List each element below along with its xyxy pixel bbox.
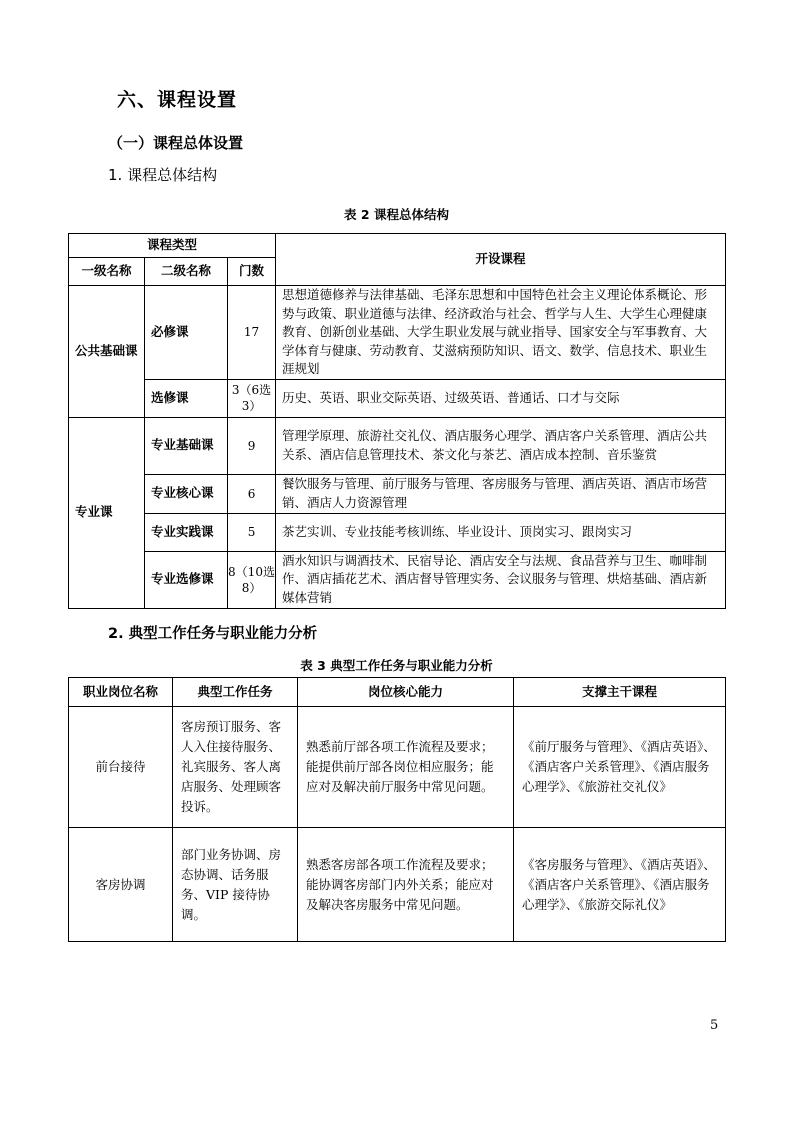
level2-cell: 必修课 [145, 286, 228, 380]
tasks-cell: 客房预订服务、客人入住接待服务、礼宾服务、客人离店服务、处理顾客投诉。 [173, 707, 298, 828]
count-cell: 6 [228, 474, 276, 513]
level1-cell: 专业课 [69, 417, 145, 608]
courses-cell: 茶艺实训、专业技能考核训练、毕业设计、顶岗实习、跟岗实习 [276, 513, 726, 551]
count-cell: 17 [228, 286, 276, 380]
task-analysis-table [68, 677, 726, 942]
courses-cell: 历史、英语、职业交际英语、过级英语、普通话、口才与交际 [276, 379, 726, 417]
table-row [69, 417, 726, 474]
level1-cell: 公共基础课 [69, 286, 145, 418]
level2-cell: 专业核心课 [145, 474, 228, 513]
table-row [69, 513, 726, 551]
level2-cell: 专业选修课 [145, 551, 228, 608]
header-abilities: 岗位核心能力 [298, 678, 514, 707]
courses-cell: 餐饮服务与管理、前厅服务与管理、客房服务与管理、酒店英语、酒店市场营销、酒店人力资源管理 [276, 474, 726, 513]
count-cell: 5 [228, 513, 276, 551]
count-cell: 8（10选 8） [228, 551, 276, 608]
count-cell: 3（6选 3） [228, 379, 276, 417]
support-courses-cell: 《前厅服务与管理》、《酒店英语》、《酒店客户关系管理》、《酒店服务心理学》、《旅游社交礼仪》 [514, 707, 726, 828]
table-row [69, 551, 726, 608]
tasks-cell: 部门业务协调、房态协调、话务服务、VIP 接待协调。 [173, 828, 298, 942]
page-number: 5 [710, 1018, 719, 1033]
header-position: 职业岗位名称 [69, 678, 173, 707]
courses-cell: 思想道德修养与法律基础、毛泽东思想和中国特色社会主义理论体系概论、形势与政策、职业道德与法律、经济政治与社会、哲学与人生、大学生心理健康教育、创新创业基础、大学生职业发展与就业指导、国家安全与军事教育、大学体育与健康、劳动教育、艾滋病预防知识、语文、数学、信息技术、职业生涯规划 [276, 286, 726, 380]
courses-cell: 管理学原理、旅游社交礼仪、酒店服务心理学、酒店客户关系管理、酒店公共关系、酒店信息管理技术、茶文化与茶艺、酒店成本控制、音乐鉴赏 [276, 417, 726, 474]
level2-cell: 专业实践课 [145, 513, 228, 551]
level2-cell: 专业基础课 [145, 417, 228, 474]
table-row [69, 828, 726, 942]
table-row [69, 707, 726, 828]
header-level2: 二级名称 [145, 258, 228, 286]
courses-cell: 酒水知识与调酒技术、民宿导论、酒店安全与法规、食品营养与卫生、咖啡制作、酒店插花艺术、酒店督导管理实务、会议服务与管理、烘焙基础、酒店新媒体营销 [276, 551, 726, 608]
subsection-heading: （一）课程总体设置 [108, 134, 244, 152]
table2-caption: 表 2 课程总体结构 [344, 207, 449, 222]
header-tasks: 典型工作任务 [173, 678, 298, 707]
header-count: 门数 [228, 258, 276, 286]
header-courses: 支撑主干课程 [514, 678, 726, 707]
position-cell: 客房协调 [69, 828, 173, 942]
count-cell: 9 [228, 417, 276, 474]
section-heading: 六、课程设置 [117, 89, 238, 111]
position-cell: 前台接待 [69, 707, 173, 828]
abilities-cell: 熟悉客房部各项工作流程及要求；能协调客房部门内外关系；能应对及解决客房服务中常见问题。 [298, 828, 514, 942]
table3-caption: 表 3 典型工作任务与职业能力分析 [300, 658, 493, 673]
support-courses-cell: 《客房服务与管理》、《酒店英语》、《酒店客户关系管理》、《酒店服务心理学》、《旅游交际礼仪》 [514, 828, 726, 942]
abilities-cell: 熟悉前厅部各项工作流程及要求；能提供前厅部各岗位相应服务；能应对及解决前厅服务中常见问题。 [298, 707, 514, 828]
structure-heading: 1. 课程总体结构 [108, 166, 218, 184]
level2-cell: 选修课 [145, 379, 228, 417]
analysis-heading: 2. 典型工作任务与职业能力分析 [108, 626, 318, 642]
header-courses: 开设课程 [276, 234, 726, 286]
table-row [69, 474, 726, 513]
table-row [69, 286, 726, 380]
header-level1: 一级名称 [69, 258, 145, 286]
table-row [69, 379, 726, 417]
course-structure-table [68, 233, 726, 609]
header-course-type: 课程类型 [69, 234, 276, 258]
